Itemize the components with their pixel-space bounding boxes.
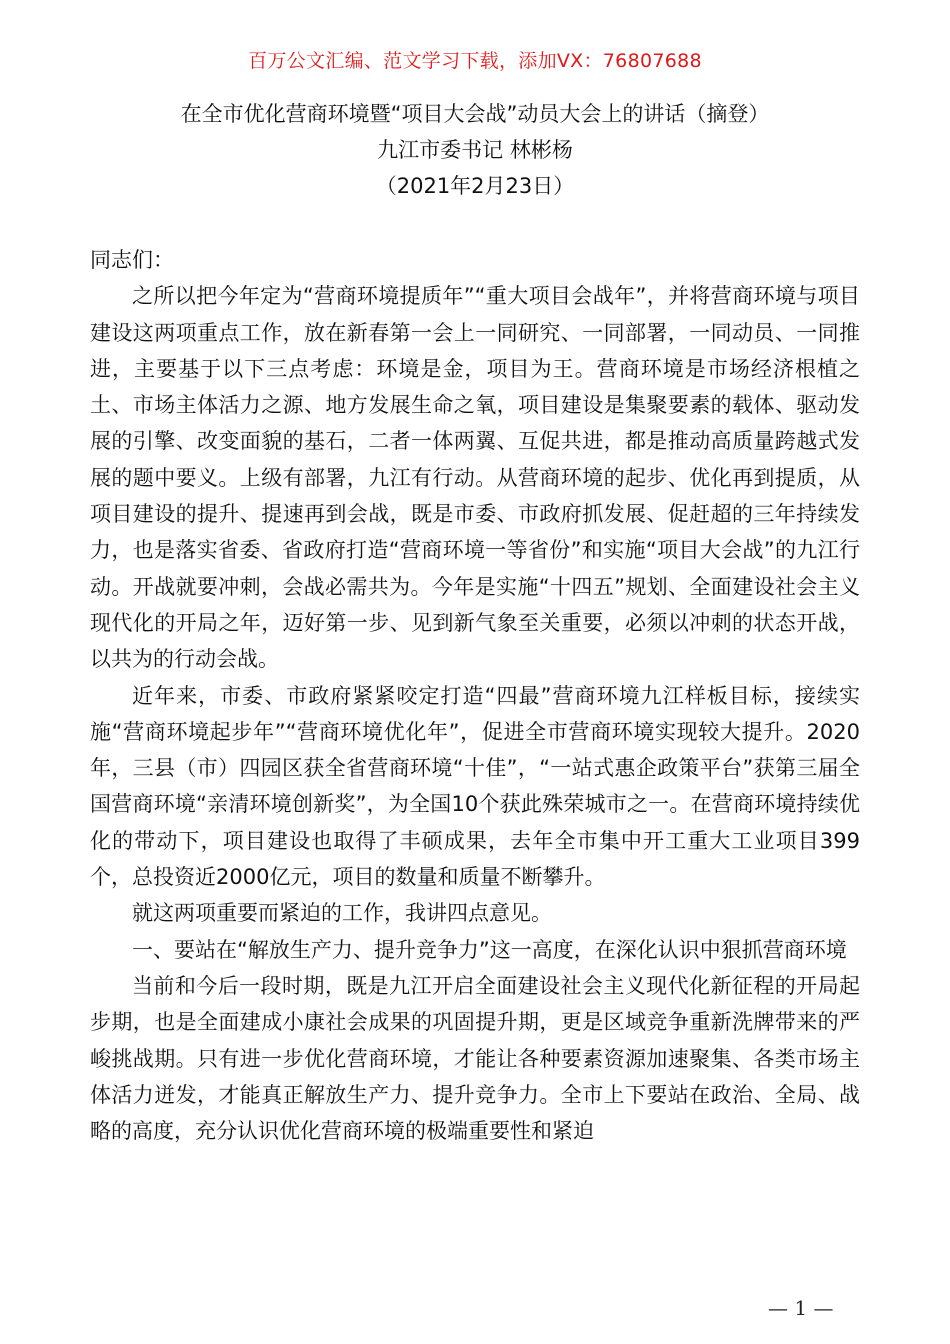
- author-line: 九江市委书记 林彬杨: [377, 138, 573, 162]
- document-header: [0, 96, 950, 204]
- salutation: 同志们：: [90, 248, 174, 272]
- paragraph: 当前和今后一段时期，既是九江开启全面建设社会主义现代化新征程的开局起步期，也是全面建成小康社会成果的巩固提升期，更是区域竞争重新洗牌带来的严峻挑战期。只有进一步优化营商环境，才能让各种要素资源加速聚集、各类市场主体活力迸发，才能真正解放生产力、提升竞争力。全市上下要站在政治、全局、战略的高度，充分认识优化营商环境的极端重要性和紧迫: [90, 973, 860, 1144]
- speech-body: [90, 242, 860, 1149]
- date-line: （2021年2月23日）: [375, 174, 575, 198]
- paragraph: 之所以把今年定为“营商环境提质年”“重大项目会战年”，并将营商环境与项目建设这两项重点工作，放在新春第一会上一同研究、一同部署，一同动员、一同推进，主要基于以下三点考虑：环境是金，项目为王。营商环境是市场经济根植之土、市场主体活力之源、地方发展生命之氧，项目建设是集聚要素的载体、驱动发展的引擎、改变面貌的基石，二者一体两翼、互促共进，都是推动高质量跨越式发展的题中要义。上级有部署，九江有行动。从营商环境的起步、优化再到提质，从项目建设的提升、提速再到会战，既是市委、市政府抓发展、促赶超的三年持续发力，也是落实省委、省政府打造“营商环境一等省份”和实施“项目大会战”的九江行动。开战就要冲刺，会战必需共为。今年是实施“十四五”规划、全面建设社会主义现代化的开局之年，迈好第一步、见到新气象至关重要，必须以冲刺的状态开战，以共为的行动会战。: [90, 284, 860, 672]
- paragraph: 就这两项重要而紧迫的工作，我讲四点意见。: [132, 901, 552, 926]
- section-heading: 一、要站在“解放生产力、提升竞争力”这一高度，在深化认识中狠抓营商环境: [132, 937, 847, 962]
- watermark-banner: 百万公文汇编、范文学习下载，添加VX：76807688: [248, 50, 702, 72]
- paragraph: 近年来，市委、市政府紧紧咬定打造“四最”营商环境九江样板目标，接续实施“营商环境起步年”“营商环境优化年”，促进全市营商环境实现较大提升。2020年，三县（市）四园区获全省营商环境“十佳”，“一站式惠企政策平台”获第三届全国营商环境“亲清环境创新奖”，为全国10个获此殊荣城市之一。在营商环境持续优化的带动下，项目建设也取得了丰硕成果，去年全市集中开工重大工业项目399个，总投资近2000亿元，项目的数量和质量不断攀升。: [90, 683, 860, 890]
- page-number: — 1 —: [768, 1296, 834, 1320]
- document-title: 在全市优化营商环境暨“项目大会战”动员大会上的讲话（摘登）: [180, 102, 770, 126]
